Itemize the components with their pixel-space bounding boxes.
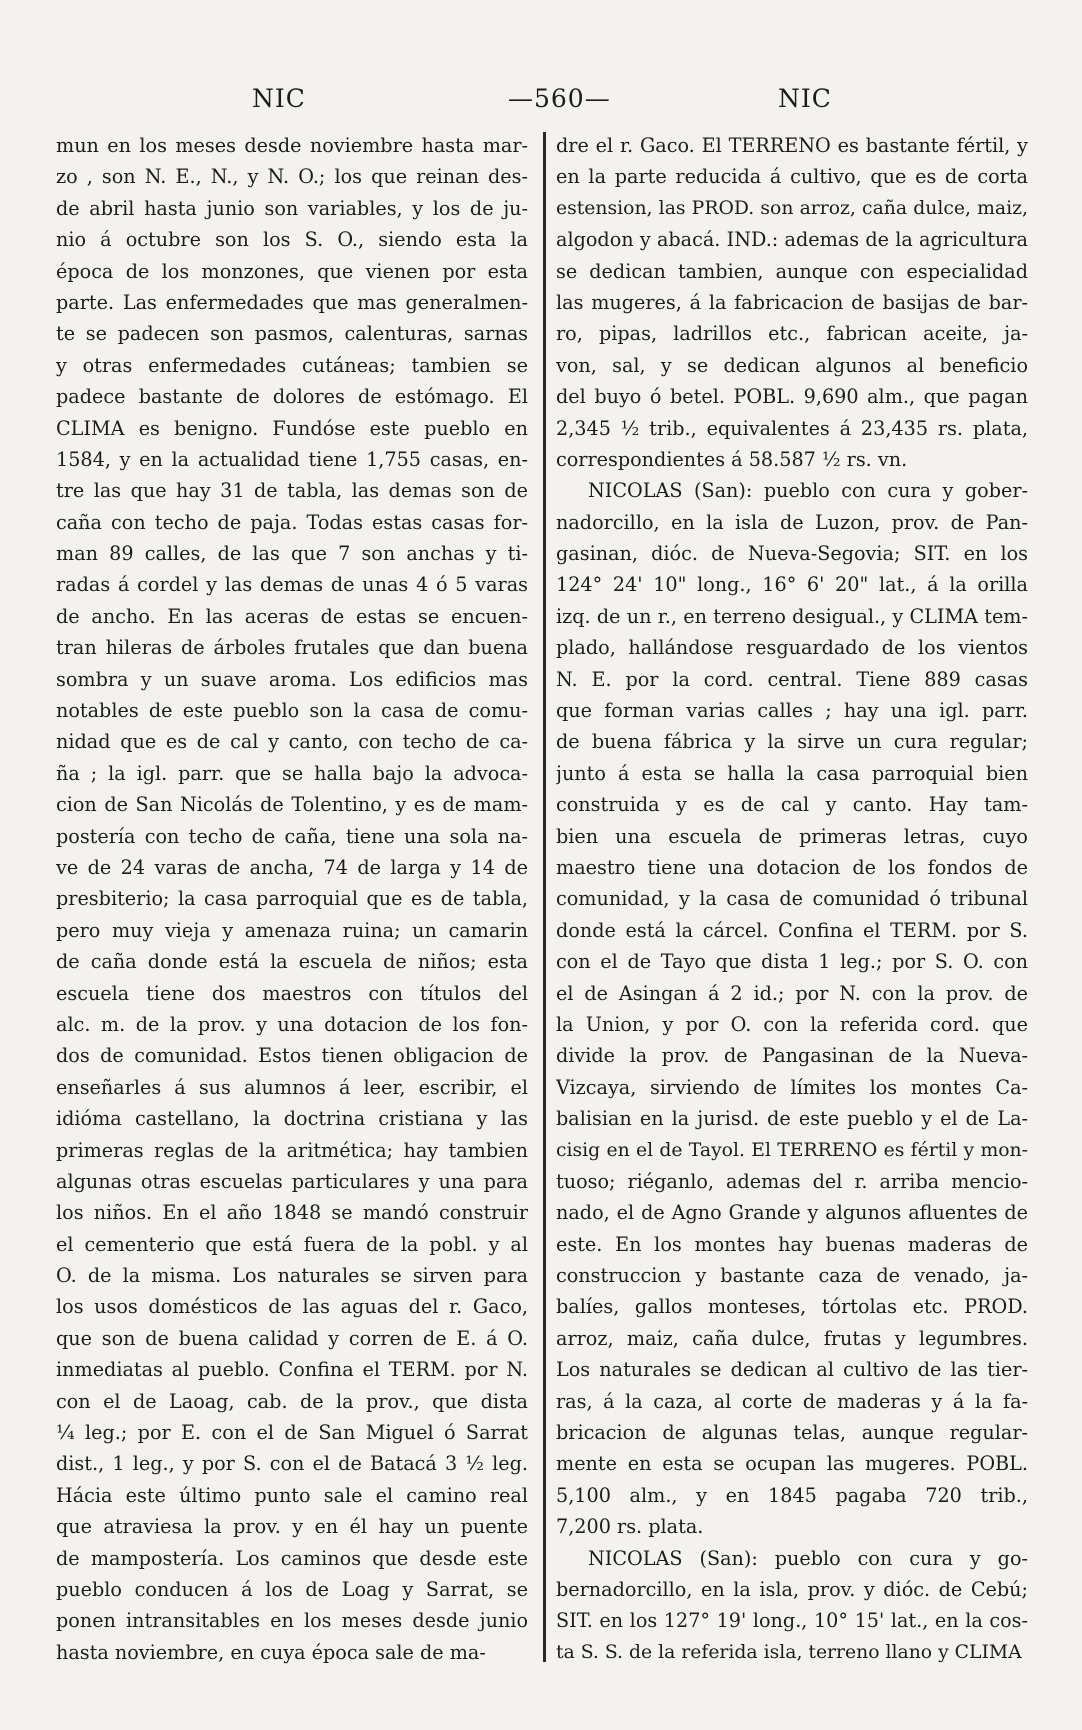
text-line: los usos domésticos de las aguas del r. Gaco, — [56, 1295, 528, 1319]
text-line: mun en los meses desde noviembre hasta mar- — [56, 134, 528, 157]
text-line: los niños. En el año 1848 se mandó construir — [56, 1201, 528, 1225]
right-column — [556, 130, 1028, 1668]
text-line: mente en esta se ocupan las mugeres. POBL. — [556, 1452, 1028, 1476]
text-line: inmediatas al pueblo. Confina el TERM. por N. — [56, 1358, 528, 1382]
text-line: que atraviesa la prov. y en él hay un puente — [56, 1515, 528, 1539]
text-line: dre el r. Gaco. El TERRENO es bastante fértil, y — [556, 134, 1028, 157]
text-line: idióma castellano, la doctrina cristiana y las — [56, 1107, 528, 1131]
text-line: el cementerio que está fuera de la pobl. y al — [56, 1232, 528, 1256]
text-line: zo , son N. E., N., y N. O.; los que reinan des- — [56, 165, 528, 189]
text-line: O. de la misma. Los naturales se sirven para — [56, 1264, 528, 1288]
text-line: de abril hasta junio son variables, y los de ju- — [56, 196, 528, 220]
text-line: maestro tiene una dotacion de los fondos de — [556, 855, 1028, 879]
text-line: arroz, maiz, caña dulce, frutas y legumbres. — [556, 1326, 1028, 1350]
text-line: Hácia este último punto sale el camino real — [56, 1483, 528, 1507]
text-line: cisig en el de Tayol. El TERRENO es fértil y mon- — [556, 1139, 1028, 1161]
text-line: con el de Laoag, cab. de la prov., que dista — [56, 1389, 528, 1413]
text-line: parte. Las enfermedades que mas generalmen- — [56, 290, 528, 314]
text-line: bernadorcillo, en la isla, prov. y dióc. de Cebú; — [556, 1577, 1028, 1601]
text-line: 2,345 ½ trib., equivalentes á 23,435 rs. plata, — [556, 416, 1028, 440]
text-line: ¼ leg.; por E. con el de San Miguel ó Sarrat — [56, 1421, 528, 1445]
text-line: dist., 1 leg., y por S. con el de Batacá 3 ½ leg. — [56, 1452, 528, 1476]
text-line: nado, el de Agno Grande y algunos afluentes de — [556, 1201, 1028, 1225]
text-line: dos de comunidad. Estos tienen obligacion de — [56, 1044, 528, 1068]
text-line: gasinan, dióc. de Nueva-Segovia; SIT. en los — [556, 542, 1028, 566]
text-line: tuoso; riéganlo, ademas del r. arriba mencio- — [556, 1169, 1028, 1193]
text-line: pueblo conducen á los de Loag y Sarrat, se — [56, 1577, 528, 1601]
text-line: pero muy vieja y amenaza ruina; un camarin — [56, 918, 528, 942]
left-column — [56, 130, 528, 1668]
text-line: Vizcaya, sirviendo de límites los montes Ca- — [556, 1075, 1028, 1099]
text-line: 7,200 rs. plata. — [556, 1515, 704, 1539]
text-line: nio á octubre son los S. O., siendo esta la — [56, 228, 528, 252]
running-header-right: NIC — [778, 84, 832, 113]
text-line: la Union, y por O. con la referida cord. que — [556, 1012, 1028, 1036]
text-line: bricacion de algunas telas, aunque regular- — [556, 1421, 1028, 1445]
text-line: que forman varias calles ; hay una igl. parr. — [556, 699, 1028, 723]
text-line: 5,100 alm., y en 1845 pagaba 720 trib., — [556, 1483, 1028, 1507]
text-line: SIT. en los 127° 19' long., 10° 15' lat., en la cos- — [556, 1609, 1028, 1633]
text-line: algunas otras escuelas particulares y una para — [56, 1169, 528, 1193]
text-line: alc. m. de la prov. y una dotacion de los fon- — [56, 1012, 528, 1036]
text-line: sombra y un suave aroma. Los edificios mas — [56, 667, 528, 691]
text-line: 1584, y en la actualidad tiene 1,755 casas, en- — [56, 447, 528, 471]
text-line: tre las que hay 31 de tabla, las demas son de — [56, 479, 528, 503]
text-line: 124° 24' 10" long., 16° 6' 20" lat., á la orilla — [556, 573, 1028, 597]
text-line: época de los monzones, que vienen por esta — [56, 259, 528, 283]
text-line: de ancho. En las aceras de estas se encuen- — [56, 604, 528, 628]
text-line: estension, las PROD. son arroz, caña dulce, maiz, — [556, 197, 1028, 219]
text-line: izq. de un r., en terreno desigual., y CLIMA tem- — [556, 604, 1028, 628]
text-line: nadorcillo, en la isla de Luzon, prov. de Pan- — [556, 510, 1028, 534]
text-line: el de Asingan á 2 id.; por N. con la prov. de — [556, 981, 1028, 1005]
text-line: von, sal, y se dedican algunos al beneficio — [556, 353, 1028, 377]
text-line: balíes, gallos monteses, tórtolas etc. PROD. — [556, 1295, 1028, 1319]
text-line: correspondientes á 58.587 ½ rs. vn. — [556, 447, 908, 471]
text-line: ponen intransitables en los meses desde junio — [56, 1609, 528, 1633]
text-line: de buena fábrica y la sirve un cura regular; — [556, 730, 1028, 754]
text-line: N. E. por la cord. central. Tiene 889 casas — [556, 667, 1028, 691]
text-line: las mugeres, á la fabricacion de basijas de bar- — [556, 290, 1028, 314]
text-line: caña con techo de paja. Todas estas casas for- — [56, 510, 528, 534]
text-line: construida y es de cal y canto. Hay tam- — [556, 793, 1028, 817]
text-line: de caña donde está la escuela de niños; esta — [56, 950, 528, 974]
text-line: con el de Tayo que dista 1 leg.; por S. O. con — [556, 950, 1028, 974]
text-line: comunidad, y la casa de comunidad ó tribunal — [556, 887, 1028, 911]
text-line: ta S. S. de la referida isla, terreno llano y CLIMA — [556, 1641, 1022, 1663]
page-number: —560— — [508, 84, 611, 113]
text-line: CLIMA es benigno. Fundóse este pueblo en — [56, 416, 528, 440]
text-line: escuela tiene dos maestros con títulos del — [56, 981, 528, 1005]
text-line: man 89 calles, de las que 7 son anchas y ti- — [56, 542, 528, 566]
text-line: ña ; la igl. parr. que se halla bajo la advoca- — [56, 761, 528, 785]
text-line: tran hileras de árboles frutales que dan buena — [56, 636, 528, 660]
text-line: ras, á la caza, al corte de maderas y á la fa- — [556, 1389, 1028, 1413]
text-line: postería con techo de caña, tiene una sola na- — [56, 824, 528, 848]
text-line: donde está la cárcel. Confina el TERM. por S. — [556, 918, 1028, 942]
text-line: del buyo ó betel. POBL. 9,690 alm., que pagan — [556, 385, 1028, 409]
running-header-left: NIC — [252, 84, 306, 113]
text-line: nidad que es de cal y canto, con techo de ca- — [56, 730, 528, 754]
text-line: notables de este pueblo son la casa de comu- — [56, 699, 528, 723]
text-line: radas á cordel y las demas de unas 4 ó 5 varas — [56, 573, 528, 597]
text-line: en la parte reducida á cultivo, que es de corta — [556, 165, 1028, 189]
text-line: algodon y abacá. IND.: ademas de la agricultura — [556, 228, 1028, 252]
text-line: construccion y bastante caza de venado, ja- — [556, 1264, 1028, 1288]
text-line: ro, pipas, ladrillos etc., fabrican aceite, ja- — [556, 322, 1028, 346]
text-line: y otras enfermedades cutáneas; tambien se — [56, 353, 528, 377]
text-line: ve de 24 varas de ancha, 74 de larga y 14 de — [56, 855, 528, 879]
text-line: plado, hallándose resguardado de los vientos — [556, 636, 1028, 660]
column-divider — [543, 132, 546, 1662]
text-line: Los naturales se dedican al cultivo de las tier- — [556, 1358, 1028, 1382]
text-line: se dedican tambien, aunque con especialidad — [556, 259, 1028, 283]
text-line: de mampostería. Los caminos que desde este — [56, 1546, 528, 1570]
text-line: padece bastante de dolores de estómago. El — [56, 385, 528, 409]
text-line: NICOLAS (San): pueblo con cura y go- — [588, 1546, 1028, 1570]
text-line: te se padecen son pasmos, calenturas, sarnas — [56, 322, 528, 346]
text-line: cion de San Nicolás de Tolentino, y es de mam- — [56, 793, 528, 817]
text-line: este. En los montes hay buenas maderas de — [556, 1232, 1028, 1256]
text-line: bien una escuela de primeras letras, cuyo — [556, 824, 1028, 848]
text-line: NICOLAS (San): pueblo con cura y gober- — [588, 479, 1028, 503]
text-line: balisian en la jurisd. de este pueblo y el de La- — [556, 1107, 1028, 1131]
text-line: junto á esta se halla la casa parroquial bien — [556, 761, 1028, 785]
text-line: primeras reglas de la aritmética; hay tambien — [56, 1138, 528, 1162]
text-line: enseñarles á sus alumnos á leer, escribir, el — [56, 1075, 528, 1099]
text-line: divide la prov. de Pangasinan de la Nueva- — [556, 1044, 1028, 1068]
text-line: hasta noviembre, en cuya época sale de ma- — [56, 1640, 486, 1664]
text-line: que son de buena calidad y corren de E. á O. — [56, 1326, 528, 1350]
text-line: presbiterio; la casa parroquial que es de tabla, — [56, 887, 528, 911]
